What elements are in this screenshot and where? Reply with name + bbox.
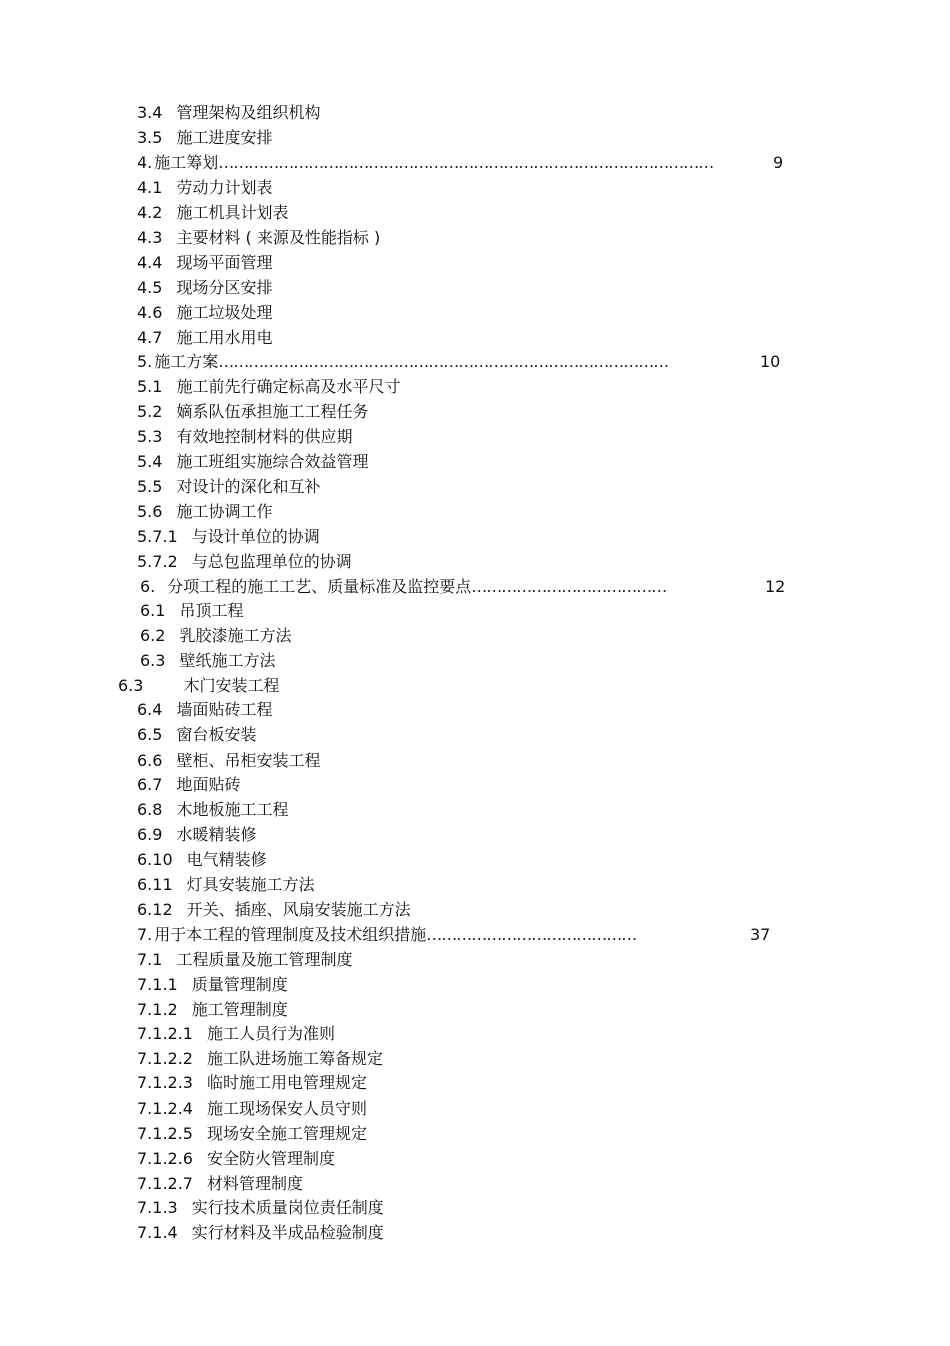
toc-entry[interactable] (137, 773, 240, 797)
toc-entry-number: 4.5 (137, 278, 163, 297)
toc-entry-number: 6.7 (137, 775, 163, 794)
toc-entry[interactable] (137, 948, 352, 972)
toc-entry[interactable] (137, 301, 272, 325)
toc-entry-title: 窗台板安装 (176, 725, 257, 744)
toc-entry-title: 施工协调工作 (176, 502, 273, 521)
toc-entry[interactable] (137, 973, 288, 997)
toc-entry-title: 乳胶漆施工方法 (179, 626, 292, 645)
toc-entry[interactable] (137, 326, 272, 350)
toc-entry-title: 施工方案 (154, 352, 219, 371)
toc-entry-number: 6.6 (137, 751, 163, 770)
toc-entry-title: 墙面贴砖工程 (176, 700, 273, 719)
toc-entry-number: 7.1.2.2 (137, 1049, 193, 1068)
toc-entry-title: 水暖精装修 (176, 825, 257, 844)
toc-entry-number: 5.4 (137, 452, 163, 471)
toc-entry-number: 5.2 (137, 402, 163, 421)
toc-entry[interactable] (137, 873, 315, 897)
toc-entry[interactable] (137, 151, 713, 175)
toc-entry[interactable] (137, 251, 272, 275)
toc-entry-title: 壁纸施工方法 (179, 651, 276, 670)
toc-entry[interactable] (140, 599, 243, 623)
toc-entry-title: 与总包监理单位的协调 (191, 552, 352, 571)
toc-entry-title: 施工队进场施工筹备规定 (206, 1049, 383, 1068)
toc-entry-number: 7.1.2.4 (137, 1099, 193, 1118)
toc-entry-number: 5.7.1 (137, 527, 178, 546)
toc-entry-title: 施工人员行为准则 (206, 1024, 335, 1043)
toc-entry-title: 施工筹划 (154, 153, 219, 172)
toc-entry-title: 现场安全施工管理规定 (206, 1124, 367, 1143)
toc-entry-number: 5.5 (137, 477, 163, 496)
toc-entry-title: 劳动力计划表 (176, 178, 273, 197)
toc-entry[interactable] (137, 1147, 335, 1171)
toc-entry[interactable] (137, 176, 272, 200)
toc-entry-number: 5.1 (137, 377, 163, 396)
toc-entry[interactable] (137, 923, 636, 947)
toc-entry-title: 分项工程的施工工艺、质量标准及监控要点 (167, 577, 472, 596)
toc-entry-number: 7.1.2.6 (137, 1149, 193, 1168)
toc-entry-number: 6.11 (137, 875, 173, 894)
toc-entry[interactable] (137, 1122, 367, 1146)
toc-page-number: 10 (760, 352, 781, 371)
toc-entry-title: 用于本工程的管理制度及技术组织措施 (154, 925, 427, 944)
toc-entry-number: 4.2 (137, 203, 163, 222)
toc-entry-number: 7.1.1 (137, 975, 178, 994)
toc-entry-number: 4.1 (137, 178, 163, 197)
toc-entry-number: 7.1.2.1 (137, 1024, 193, 1043)
toc-entry-number: 6.4 (137, 700, 163, 719)
toc-dot-leader: ……………………………………………………………………………… (218, 352, 669, 371)
toc-entry-number: 5.7.2 (137, 552, 178, 571)
toc-entry[interactable] (137, 276, 272, 300)
toc-entry[interactable] (137, 798, 288, 822)
toc-page-number: 37 (750, 925, 771, 944)
toc-entry-title: 吊顶工程 (179, 601, 244, 620)
toc-entry-title: 木地板施工工程 (176, 800, 289, 819)
toc-entry[interactable] (137, 823, 256, 847)
toc-entry-number: 3.4 (137, 103, 163, 122)
toc-entry-number: 7. (137, 925, 153, 944)
toc-entry-number: 3.5 (137, 128, 163, 147)
toc-entry-title: 现场平面管理 (176, 253, 273, 272)
toc-entry[interactable] (137, 1221, 384, 1245)
toc-entry-title: 实行技术质量岗位责任制度 (191, 1198, 384, 1217)
toc-entry-title: 电气精装修 (186, 850, 267, 869)
toc-entry[interactable] (137, 475, 320, 499)
toc-entry-number: 7.1 (137, 950, 163, 969)
toc-entry-title: 地面贴砖 (176, 775, 241, 794)
toc-entry[interactable] (137, 500, 272, 524)
toc-entry-title: 临时施工用电管理规定 (206, 1073, 367, 1092)
toc-entry-number: 6.2 (140, 626, 166, 645)
toc-entry-number: 6.10 (137, 850, 173, 869)
toc-entry[interactable] (137, 226, 380, 250)
toc-entry[interactable] (140, 649, 275, 673)
toc-entry-title: 施工垃圾处理 (176, 303, 273, 322)
toc-entry-number: 5.6 (137, 502, 163, 521)
toc-entry-title: 现场分区安排 (176, 278, 273, 297)
toc-entry-number: 6.3 (140, 651, 166, 670)
toc-page-number: 12 (765, 577, 786, 596)
toc-entry[interactable] (137, 848, 267, 872)
toc-entry[interactable] (137, 375, 400, 399)
toc-entry-number: 6.8 (137, 800, 163, 819)
toc-entry-title: 灯具安装施工方法 (186, 875, 315, 894)
toc-entry[interactable] (137, 1196, 384, 1220)
toc-entry-title: 安全防火管理制度 (206, 1149, 335, 1168)
toc-dot-leader: …………………………………… (426, 925, 637, 944)
toc-entry-title: 施工管理制度 (191, 1000, 288, 1019)
toc-entry-number: 7.1.2.7 (137, 1174, 193, 1193)
toc-entry-title: 施工现场保安人员守则 (206, 1099, 367, 1118)
toc-entry-title: 对设计的深化和互补 (176, 477, 321, 496)
toc-page-number: 9 (773, 153, 784, 172)
toc-entry-number: 7.1.4 (137, 1223, 178, 1242)
toc-entry[interactable] (137, 1022, 335, 1046)
toc-entry-title: 施工进度安排 (176, 128, 273, 147)
toc-entry[interactable] (137, 1172, 303, 1196)
toc-entry[interactable] (137, 400, 368, 424)
toc-entry[interactable] (137, 1071, 367, 1095)
toc-entry-number: 4.7 (137, 328, 163, 347)
toc-entry-title: 施工机具计划表 (176, 203, 289, 222)
toc-entry-title: 施工班组实施综合效益管理 (176, 452, 369, 471)
toc-entry-title: 施工用水用电 (176, 328, 273, 347)
toc-entry-title: 开关、插座、风扇安装施工方法 (186, 900, 411, 919)
toc-entry-number: 5.3 (137, 427, 163, 446)
toc-entry-number: 4.6 (137, 303, 163, 322)
toc-entry-number: 4. (137, 153, 153, 172)
toc-entry-title: 嫡系队伍承担施工工程任务 (176, 402, 369, 421)
toc-entry-title: 工程质量及施工管理制度 (176, 950, 353, 969)
toc-entry-title: 实行材料及半成品检验制度 (191, 1223, 384, 1242)
toc-entry-number: 7.1.2.5 (137, 1124, 193, 1143)
toc-entry-number: 5. (137, 352, 153, 371)
toc-entry-number: 7.1.2.3 (137, 1073, 193, 1092)
toc-entry-title: 材料管理制度 (206, 1174, 303, 1193)
toc-entry[interactable] (137, 126, 272, 150)
toc-entry-title: 质量管理制度 (191, 975, 288, 994)
toc-entry[interactable] (137, 525, 320, 549)
toc-entry-title: 有效地控制材料的供应期 (176, 427, 353, 446)
toc-entry-title: 与设计单位的协调 (191, 527, 320, 546)
toc-entry-number: 6.9 (137, 825, 163, 844)
toc-entry-number: 6.3 (118, 676, 144, 695)
toc-entry[interactable] (137, 723, 256, 747)
toc-entry-title: 管理架构及组织机构 (176, 103, 321, 122)
toc-entry[interactable] (137, 698, 272, 722)
toc-entry-number: 4.4 (137, 253, 163, 272)
toc-entry-title: 壁柜、吊柜安装工程 (176, 751, 321, 770)
toc-entry[interactable] (137, 1047, 383, 1071)
toc-entry[interactable] (137, 450, 368, 474)
toc-entry[interactable] (137, 101, 320, 125)
toc-entry-title: 施工前先行确定标高及水平尺寸 (176, 377, 401, 396)
toc-entry[interactable] (137, 898, 411, 922)
toc-entry[interactable] (137, 1097, 367, 1121)
toc-entry-number: 6. (140, 577, 156, 596)
toc-entry-number: 4.3 (137, 228, 163, 247)
toc-entry-number: 6.1 (140, 601, 166, 620)
toc-entry-title: 木门安装工程 (183, 676, 280, 695)
toc-entry-number: 7.1.2 (137, 1000, 178, 1019)
toc-entry[interactable] (137, 350, 668, 374)
toc-entry[interactable] (118, 674, 279, 698)
toc-entry[interactable] (137, 998, 288, 1022)
toc-entry[interactable] (137, 749, 320, 773)
toc-entry-number: 6.5 (137, 725, 163, 744)
toc-entry[interactable] (137, 201, 288, 225)
toc-entry[interactable] (137, 550, 352, 574)
toc-entry[interactable] (140, 575, 666, 599)
toc-entry[interactable] (140, 624, 291, 648)
toc-entry-title: 主要材料 ( 来源及性能指标 ) (176, 228, 381, 247)
toc-entry-number: 6.12 (137, 900, 173, 919)
toc-entry-number: 7.1.3 (137, 1198, 178, 1217)
toc-dot-leader: ……………………………………………………………………………………… (218, 153, 714, 172)
toc-dot-leader: ………………………………… (471, 577, 667, 596)
toc-entry[interactable] (137, 425, 352, 449)
